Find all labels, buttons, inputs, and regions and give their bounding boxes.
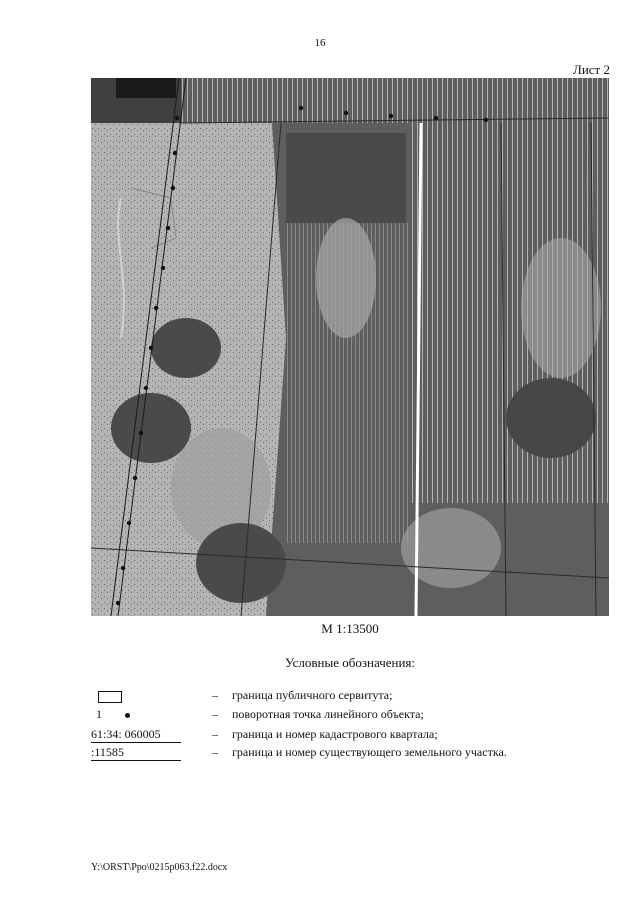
land-plot-symbol <box>91 745 191 763</box>
sheet-label: Лист 2 <box>573 62 610 77</box>
legend-description: поворотная точка линейного объекта; <box>232 707 424 721</box>
legend-item-easement <box>91 688 611 706</box>
map-scale: М 1:13500 <box>321 621 379 636</box>
map-image <box>91 78 609 616</box>
cadastral-quarter-number: 61:34: 060005 <box>91 727 181 743</box>
legend-description: граница публичного сервитута; <box>232 688 393 702</box>
turning-point-symbol <box>91 707 191 725</box>
legend-description: граница и номер существующего земельного участка. <box>232 745 507 759</box>
dot-icon <box>125 713 130 718</box>
cadastral-quarter-symbol <box>91 727 191 745</box>
file-path-footer: Y:\ORST\Ppo\0215p063.f22.docx <box>91 862 228 873</box>
page-number: 16 <box>314 37 326 49</box>
land-plot-number: :11585 <box>91 745 181 761</box>
rectangle-outline-icon <box>98 691 122 703</box>
legend-item-land-plot <box>91 745 611 763</box>
legend-dash: – <box>212 707 218 721</box>
legend-item-cadastral-quarter <box>91 727 611 745</box>
legend-dash: – <box>212 745 218 759</box>
easement-boundary-symbol <box>91 688 191 706</box>
aerial-map <box>91 78 609 616</box>
legend-dash: – <box>212 688 218 702</box>
legend-item-turning-point <box>91 707 611 725</box>
legend-title: Условные обозначения: <box>284 655 416 670</box>
point-number: 1 <box>96 707 102 721</box>
legend-dash: – <box>212 727 218 741</box>
legend-description: граница и номер кадастрового квартала; <box>232 727 438 741</box>
